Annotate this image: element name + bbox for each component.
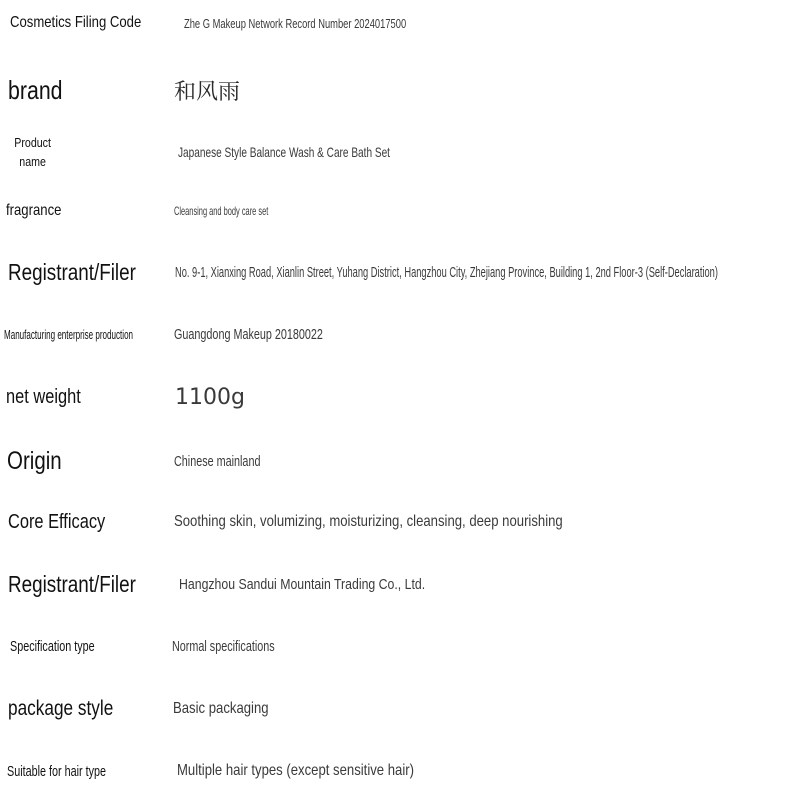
row-value: Guangdong Makeup 20180022 [174, 325, 323, 343]
row-value: Multiple hair types (except sensitive hair) [177, 762, 414, 779]
spec-row-filing-code [0, 12, 800, 34]
row-label: brand [8, 74, 63, 105]
spec-row-registrant-company [0, 570, 800, 598]
row-label: fragrance [6, 202, 62, 219]
row-value: Japanese Style Balance Wash & Care Bath Set [178, 144, 390, 160]
spec-row-net-weight [0, 384, 800, 410]
row-label: package style [8, 697, 114, 720]
row-value: Chinese mainland [174, 452, 261, 470]
row-label: Registrant/Filer [8, 258, 136, 285]
spec-row-brand [0, 74, 800, 106]
spec-row-origin [0, 447, 800, 475]
row-label: Registrant/Filer [8, 570, 136, 597]
row-value: 和风雨 [174, 79, 241, 105]
spec-row-product-name [0, 132, 800, 172]
spec-row-hair-type [0, 760, 800, 782]
row-value: 1100g [175, 384, 245, 410]
row-label: Cosmetics Filing Code [10, 14, 142, 31]
row-label: Origin [7, 446, 62, 475]
row-value: No. 9-1, Xianxing Road, Xianlin Street, Yuhang District, Hangzhou City, Zhejiang Province, Building 1, 2nd Floor-3 (Self-Declaration) [175, 263, 718, 281]
row-value: Soothing skin, volumizing, moisturizing, cleansing, deep nourishing [174, 513, 563, 530]
row-label: Specification type [10, 637, 95, 655]
spec-row-registrant-address [0, 258, 800, 286]
row-label: Core Efficacy [8, 510, 106, 533]
spec-row-package-style [0, 697, 800, 721]
row-label: Product name [14, 135, 51, 169]
row-label: net weight [6, 385, 81, 408]
row-label: Suitable for hair type [7, 762, 107, 780]
row-value: Zhe G Makeup Network Record Number 2024017500 [184, 15, 407, 31]
row-value: Basic packaging [173, 700, 269, 717]
row-value: Hangzhou Sandui Mountain Trading Co., Ltd. [179, 575, 426, 593]
spec-row-core-efficacy [0, 510, 800, 534]
row-label: Manufacturing enterprise production [4, 326, 134, 342]
spec-row-fragrance [0, 200, 800, 222]
row-value: Normal specifications [172, 637, 275, 655]
spec-row-specification-type [0, 636, 800, 656]
row-value: Cleansing and body care set [174, 204, 269, 218]
spec-row-manufacturer [0, 324, 800, 344]
